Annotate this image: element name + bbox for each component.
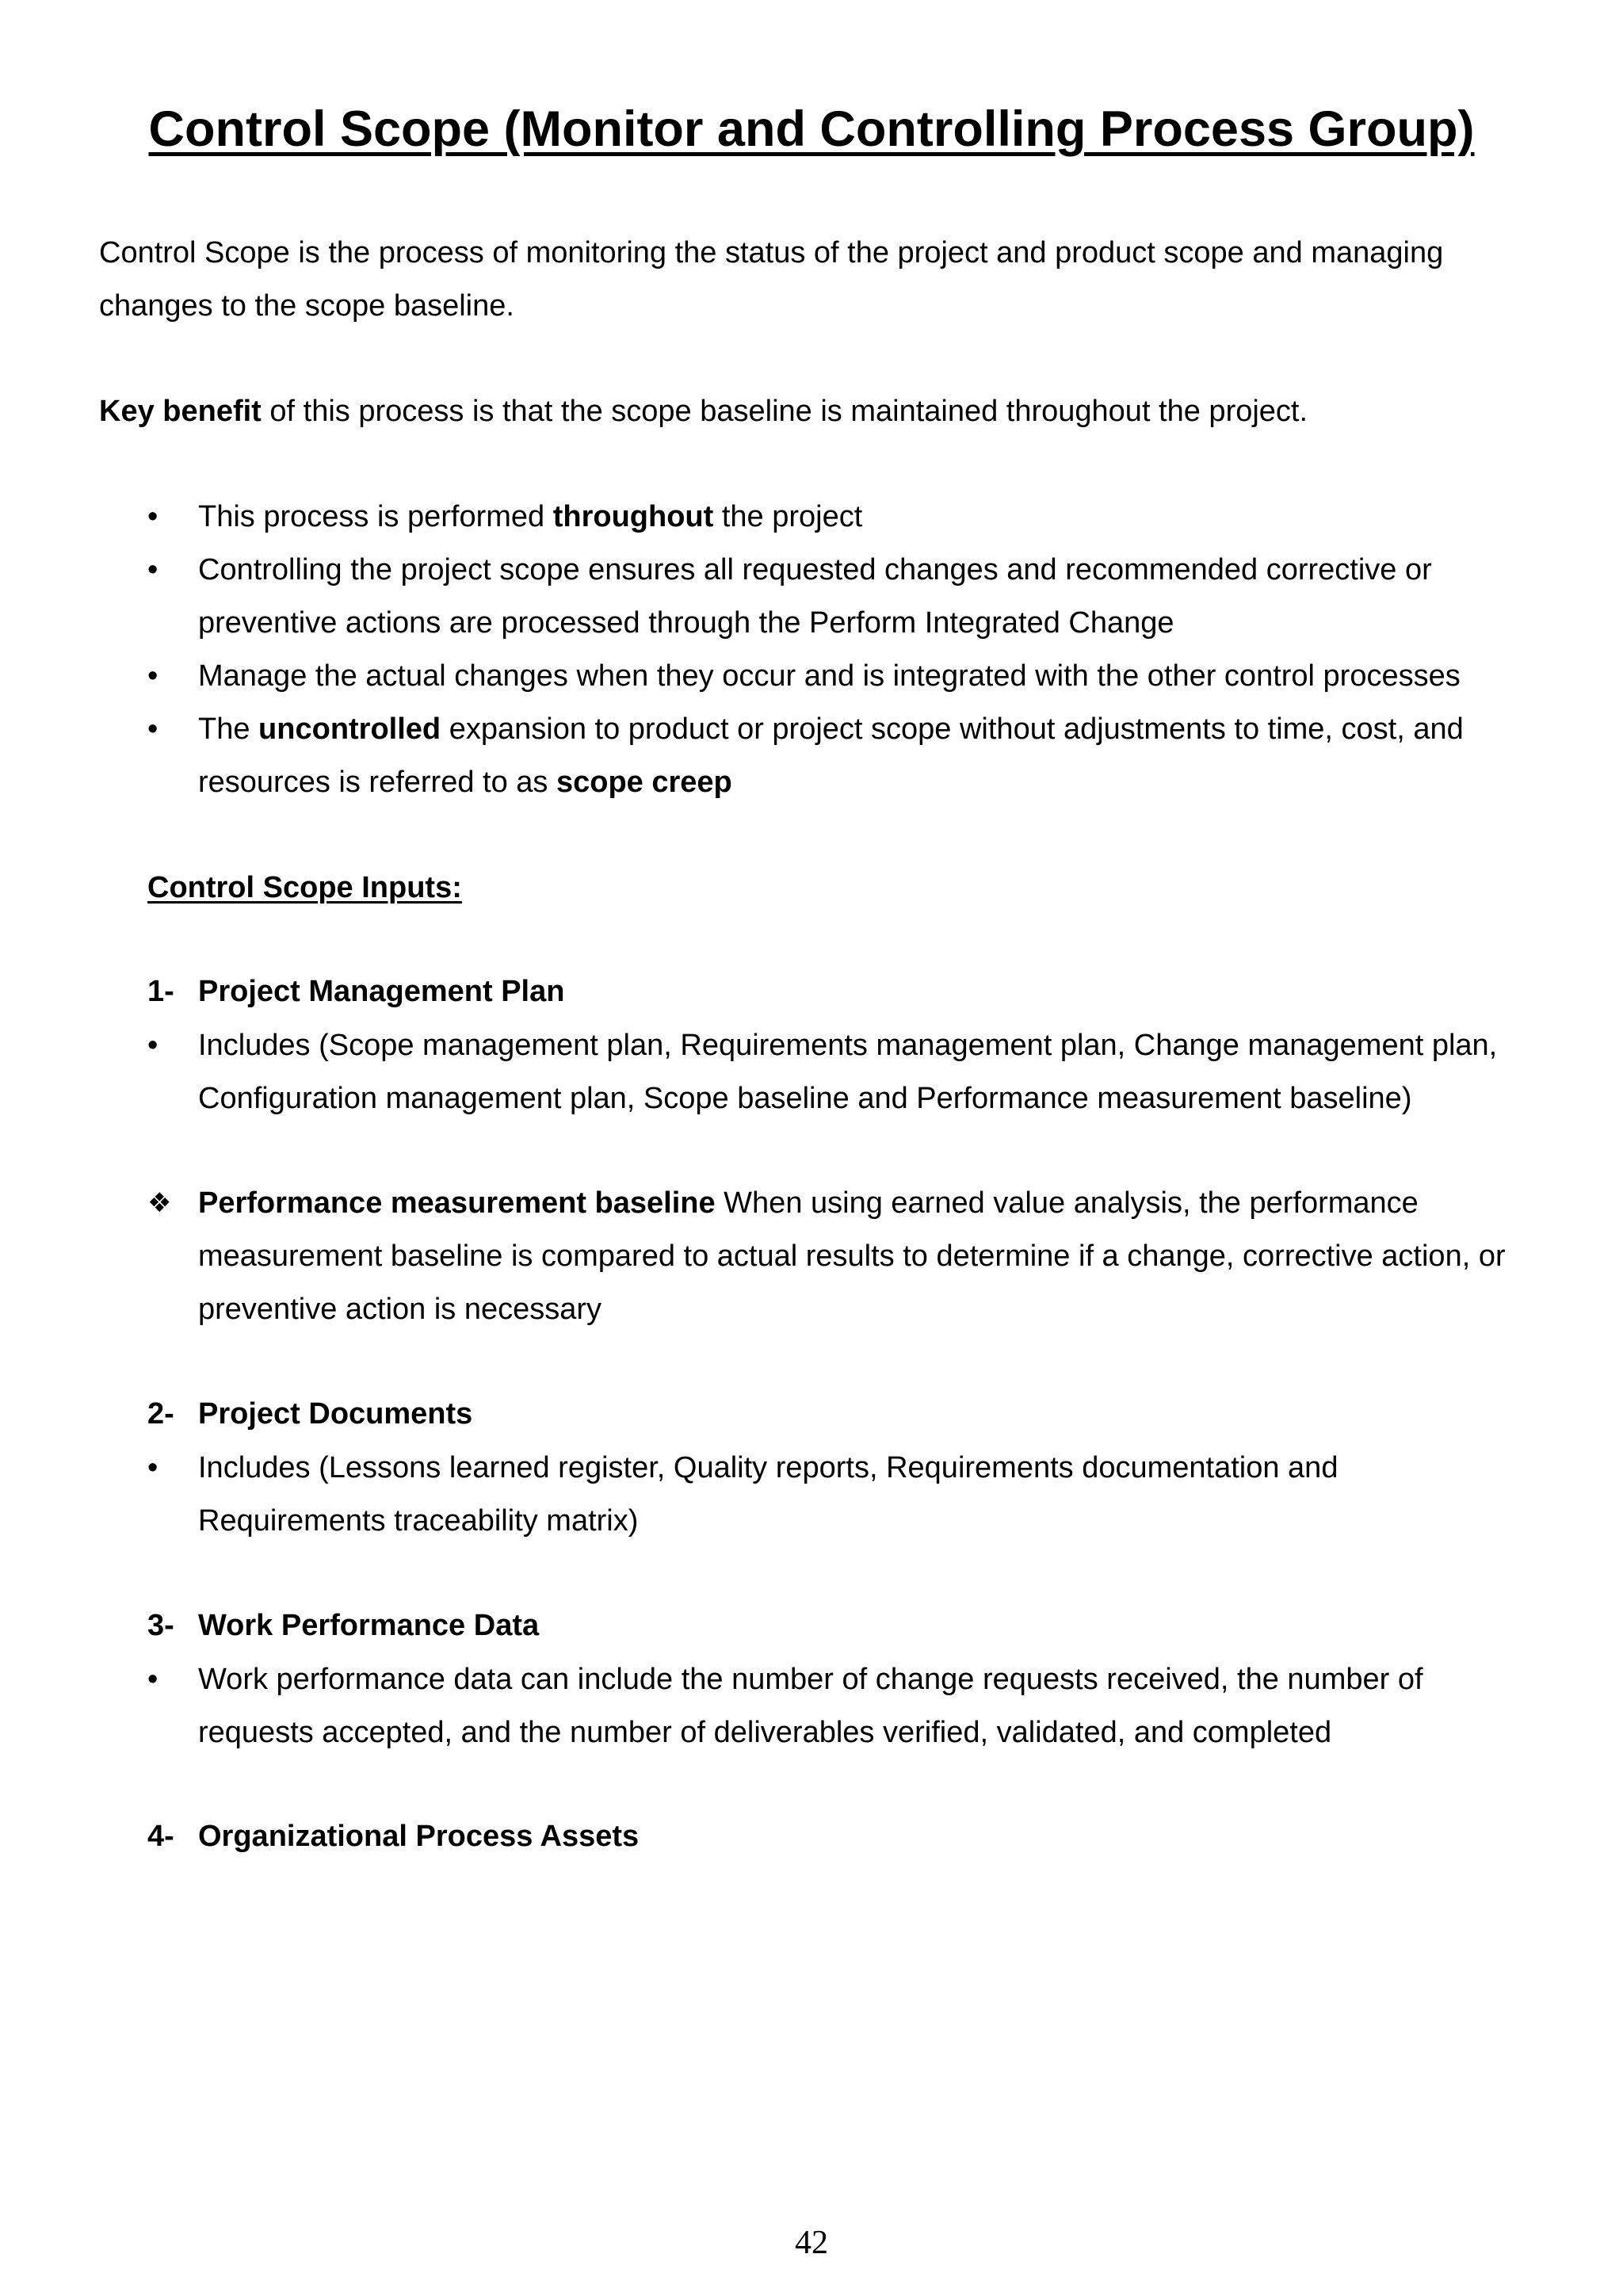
bullet-icon: • [147,1451,158,1484]
key-benefit-label: Key benefit [99,395,262,428]
page-title: Control Scope (Monitor and Controlling Process Group) [148,101,1475,157]
bullet-text: Includes (Lessons learned register, Quality reports, Requirements documentation and Requirements traceability matrix) [198,1451,1338,1538]
inputs-heading: Control Scope Inputs: [147,871,462,904]
bullet-icon: • [147,500,158,533]
key-benefit-paragraph [99,385,1526,438]
bullet-icon: • [147,659,158,693]
input-title: Project Management Plan [198,975,565,1008]
input-title: Organizational Process Assets [198,1820,640,1853]
intro-paragraph: Control Scope is the process of monitoring the status of the project and product scope and managing changes to the scope baseline. [99,236,1444,323]
bullet-icon: • [147,1663,158,1696]
bullet-icon: • [147,553,158,586]
page-number: 42 [795,2225,828,2261]
bullet-text: This process is performed throughout the project [198,500,863,533]
key-benefit-text: of this process is that the scope baseline is maintained throughout the project. [261,395,1308,428]
note-text: Performance measurement baseline When using earned value analysis, the performance measurement baseline is compared to actual results to determine if a change, corrective action, or preventive action is necessary [198,1186,1506,1326]
bullet-text: Controlling the project scope ensures all requested changes and recommended corrective or preventive actions are processed through the Perform Integrated Change [198,553,1432,640]
bullet-text: Includes (Scope management plan, Requirements management plan, Change management plan, Configuration management plan, Scope baseline and Performance measurement baseline) [198,1029,1498,1115]
bullet-icon: • [147,712,158,746]
bullet-text: Work performance data can include the number of change requests received, the number of requests accepted, and the number of deliverables verified, validated, and completed [198,1663,1423,1749]
diamond-bullet-icon: ❖ [147,1188,172,1218]
input-title: Work Performance Data [198,1609,540,1642]
input-number: 3- [147,1609,174,1642]
bullet-text: The uncontrolled expansion to product or project scope without adjustments to time, cost, and resources is referred to as scope creep [198,712,1464,799]
input-title: Project Documents [198,1397,473,1431]
bullet-text: Manage the actual changes when they occur and is integrated with the other control processes [198,659,1461,693]
input-number: 1- [147,975,174,1008]
bullet-icon: • [147,1029,158,1062]
input-number: 2- [147,1397,174,1431]
input-number: 4- [147,1820,174,1853]
